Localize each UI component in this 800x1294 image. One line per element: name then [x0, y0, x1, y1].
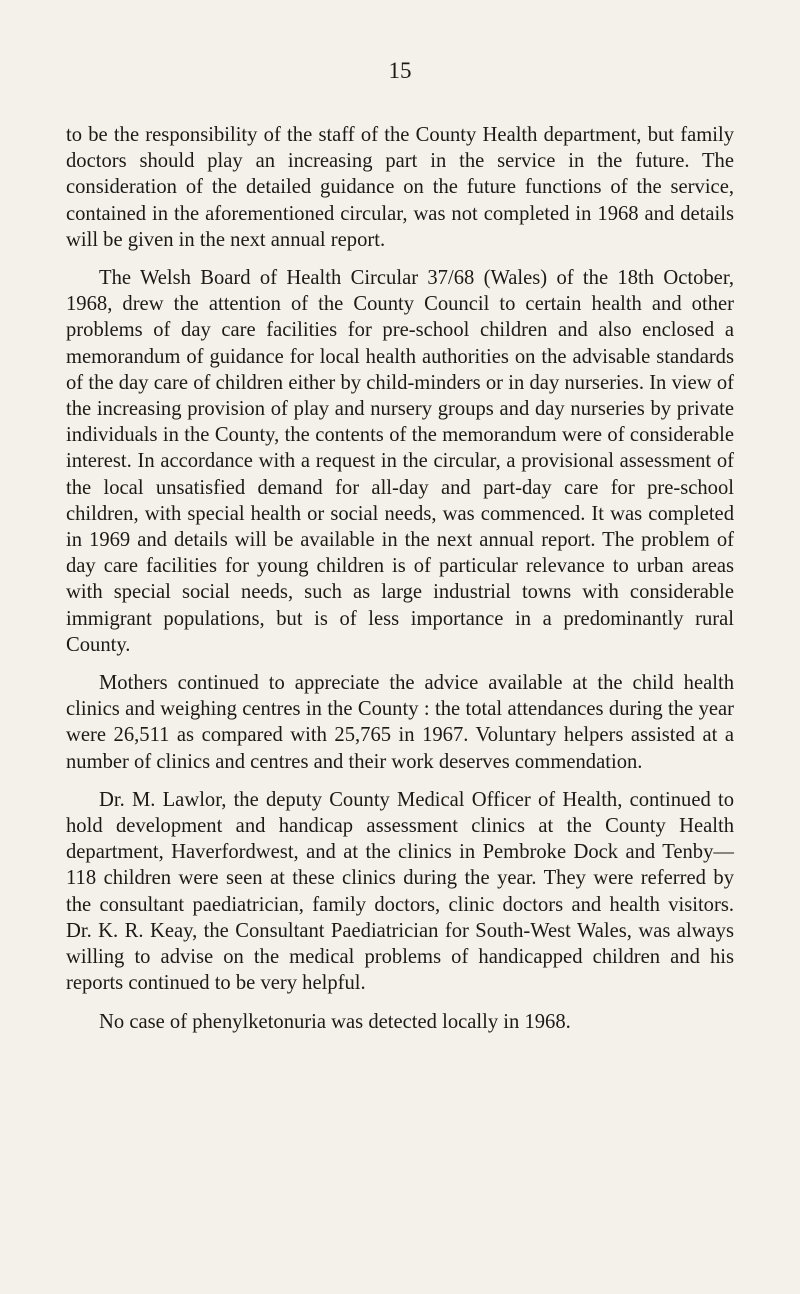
paragraph-phenylketonuria: No case of phenylketonuria was detected locally in 1968.: [99, 1010, 571, 1033]
paragraph-continuation: to be the responsibility of the staff of the County Health department, but family doctors should play an increasing part in the service in the future. The consideration of the detailed guidance on the future functions of the service, contained in the aforementioned circular, was not completed in 1968 and details will be given in the next annual report.: [66, 124, 734, 251]
paragraph-welsh-board-circular: The Welsh Board of Health Circular 37/68 (Wales) of the 18th October, 1968, drew the attention of the County Council to certain health and other problems of day care facilities for pre-school children and also enclosed a memorandum of guidance for local health authorities on the advisable standards of the day care of children either by child-minders or in day nurseries. In view of the increasing provision of play and nursery groups and day nurseries by private individuals in the County, the contents of the memorandum were of considerable interest. In accordance with a request in the circular, a provisional assessment of the local unsatisfied demand for all-day and part-day care for pre-school children, with special health or social needs, was commenced. It was completed in 1969 and details will be available in the next annual report. The problem of day care facilities for young children is of particular relevance to urban areas with special social needs, such as large industrial towns with considerable immigrant populations, but is of less importance in a predominantly rural County.: [66, 267, 734, 656]
document-body: [66, 122, 734, 1047]
page-number: 15: [388, 58, 412, 83]
paragraph-assessment-clinics: Dr. M. Lawlor, the deputy County Medical Officer of Health, continued to hold development and handicap assessment clinics at the County Health department, Haverfordwest, and at the clinics in Pembroke Dock and Tenby—118 children were seen at these clinics during the year. They were referred by the consultant paediatrician, family doctors, clinic doctors and health visitors. Dr. K. R. Keay, the Consultant Paediatrician for South-West Wales, was always willing to advise on the medical problems of handicapped children and his reports continued to be very helpful.: [66, 788, 734, 995]
paragraph-clinic-attendances: Mothers continued to appreciate the advice available at the child health clinics and weighing centres in the County : the total attendances during the year were 26,511 as compared with 25,765 in 1967. Voluntary helpers assisted at a number of clinics and centres and their work deserves commendation.: [66, 672, 734, 773]
